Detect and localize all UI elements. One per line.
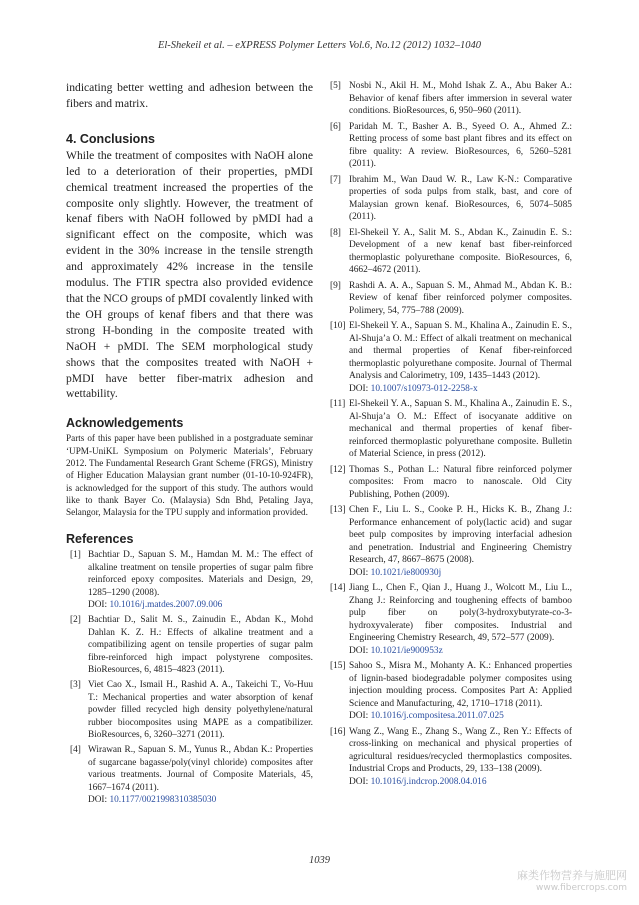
doi-link[interactable]: 10.1021/ie800930j <box>370 567 442 578</box>
acknowledgements-text: Parts of this paper have been published in a postgraduate seminar ‘UPM-UniKL Symposium on Polymeric Materials’, February 2012. The Fundamental Research Grant Scheme (FRGS), Ministry of Higher Education Malaysian grant number (01-10-10-924FR), is acknowledged for the support of this study. The authors would like to thank Bayer Co. (Malaysia) Sdn Bhd, Petaling Jaya, Selangor, Malaysia for the TPU supply and information provided. <box>66 433 313 518</box>
doi-label: DOI: <box>349 776 371 787</box>
reference-item <box>66 679 313 741</box>
reference-text: El-Shekeil Y. A., Sapuan S. M., Khalina A., Zainudin E. S., Al-Shuja’a O. M.: Effect of alkali treatment on mechanical and thermal properties of Kenaf fiber-reinforced thermoplastic polyurethane composite. Journal of Thermal Analysis and Calorimetry, 109, 1435–1443 (2012). <box>349 321 572 381</box>
doi-link[interactable]: 10.1016/j.matdes.2007.09.006 <box>109 600 223 611</box>
reference-text: Chen F., Liu L. S., Cooke P. H., Hicks K. B., Zhang J.: Performance enhancement of poly(lactic acid) and sugar beet pulp composites by improving interfacial adhesion and penetration. Industrial and Engineering Chemistry Research, 47, 8667–8675 (2008). <box>349 505 572 565</box>
reference-item <box>330 320 572 395</box>
page-number: 1039 <box>309 855 330 866</box>
reference-item <box>330 464 572 502</box>
doi-link[interactable]: 10.1016/j.indcrop.2008.04.016 <box>370 776 487 787</box>
doi-link[interactable]: 10.1021/ie900953z <box>370 645 443 656</box>
doi-label: DOI: <box>349 645 371 656</box>
reference-item <box>330 80 572 118</box>
reference-number: [9] <box>330 280 341 291</box>
reference-text: El-Shekeil Y. A., Sapuan S. M., Khalina A., Zainudin E. S., Al-Shuja’a O. M.: Effect of isocyanate additive on mechanical and thermal properties of kenaf fiber-reinforced thermoplastic polyurethane composite. Bulletin of Material Science, in press (2012). <box>349 399 572 459</box>
references-list-left <box>66 549 313 806</box>
reference-text: Nosbi N., Akil H. M., Mohd Ishak Z. A., Abu Baker A.: Behavior of kenaf fibers after immersion in several water conditions. BioResources, 6, 950–960 (2011). <box>349 81 572 116</box>
reference-number: [4] <box>70 745 81 756</box>
reference-item <box>330 504 572 579</box>
reference-text: El-Shekeil Y. A., Salit M. S., Abdan K., Zainudin E. S.: Development of a new kenaf bast fiber-reinforced thermoplastic polyurethane composite. BioResources, 6, 4662–4672 (2011). <box>349 227 572 275</box>
reference-item <box>330 280 572 318</box>
doi-label: DOI: <box>88 795 110 806</box>
reference-text: Bachtiar D., Sapuan S. M., Hamdan M. M.: The effect of alkaline treatment on tensile properties of sugar palm fibre reinforced epoxy composites. Materials and Design, 29, 1285–1290 (2008). <box>88 550 313 598</box>
reference-text: Thomas S., Pothan L.: Natural fibre reinforced polymer composites: From macro to nanoscale. Old City Publishing, Pothen (2009). <box>349 464 572 500</box>
reference-item <box>330 398 572 461</box>
reference-text: Bachtiar D., Salit M. S., Zainudin E., Abdan K., Mohd Dahlan K. Z. H.: Effects of alkaline treatment and a compatibilizing agent on tensile properties of sugar palm fibre-reinforced high impact polystyrene composites. BioResources, 6, 4815–4823 (2011). <box>88 615 313 676</box>
watermark-text: 麻类作物营养与施肥网 <box>517 869 627 882</box>
doi-link[interactable]: 10.1177/0021998310385030 <box>109 795 217 806</box>
reference-number: [7] <box>330 174 341 185</box>
reference-item <box>330 660 572 723</box>
watermark <box>517 869 627 895</box>
left-column <box>66 80 313 810</box>
references-heading: References <box>66 532 134 547</box>
reference-number: [10] <box>330 321 346 331</box>
running-head: El-Shekeil et al. – eXPRESS Polymer Letters Vol.6, No.12 (2012) 1032–1040 <box>157 40 482 51</box>
reference-text: Wang Z., Wang E., Zhang S., Wang Z., Ren Y.: Effects of cross-linking on mechanical and physical properties of agricultural residues/recycled thermoplastics composites. Industrial Crops and Products, 29, 133–138 (2009). <box>349 726 572 774</box>
reference-item <box>330 726 572 789</box>
reference-doi <box>88 599 313 611</box>
reference-item <box>66 549 313 611</box>
acknowledgements-heading: Acknowledgements <box>66 416 184 431</box>
reference-number: [11] <box>330 399 346 409</box>
reference-item <box>330 582 572 657</box>
reference-number: [8] <box>330 227 341 238</box>
reference-text: Sahoo S., Misra M., Mohanty A. K.: Enhanced properties of lignin-based biodegradable polymer composites using injection moulding process. Composites Part A: Applied Science and Manufacturing, 42, 1710–1718 (2011). <box>349 661 572 709</box>
doi-link[interactable]: 10.1016/j.compositesa.2011.07.025 <box>370 711 504 721</box>
reference-item <box>330 174 572 224</box>
reference-number: [16] <box>330 726 346 737</box>
reference-doi <box>349 776 572 789</box>
reference-text: Wirawan R., Sapuan S. M., Yunus R., Abdan K.: Properties of sugarcane bagasse/poly(vinyl chloride) composites after various treatments. Journal of Composite Materials, 45, 1667–1674 (2011). <box>88 745 313 793</box>
reference-text: Paridah M. T., Basher A. B., Syeed O. A., Ahmed Z.: Retting process of some bast plant fibres and its effect on fibre quality: A review. BioResources, 6, 5260–5281 (2011). <box>349 121 572 169</box>
reference-doi <box>88 794 313 806</box>
doi-label: DOI: <box>349 383 371 394</box>
reference-number: [14] <box>330 583 346 593</box>
reference-item <box>66 744 313 806</box>
reference-text: Rashdi A. A. A., Sapuan S. M., Ahmad M., Abdan K. B.: Review of kenaf fiber reinforced polymer composites. Polimery, 54, 775–788 (2009). <box>349 280 572 316</box>
reference-number: [6] <box>330 121 341 132</box>
reference-item <box>66 614 313 676</box>
references-list-right <box>330 80 572 788</box>
reference-number: [12] <box>330 464 346 475</box>
doi-label: DOI: <box>349 567 371 578</box>
conclusions-heading: 4. Conclusions <box>66 131 155 146</box>
reference-number: [2] <box>70 615 81 626</box>
reference-doi <box>349 645 572 658</box>
right-column <box>330 80 572 791</box>
reference-text: Viet Cao X., Ismail H., Rashid A. A., Takeichi T., Vo-Huu T.: Mechanical properties and water absorption of kenaf powder filled recycled high density polyethylene/natural rubber biocomposites using MAPE as a compatibilizer. BioResources, 6, 3260–3271 (2011). <box>88 680 313 741</box>
reference-item <box>330 227 572 277</box>
reference-number: [5] <box>330 81 341 91</box>
reference-item <box>330 121 572 171</box>
reference-number: [1] <box>70 550 81 561</box>
reference-number: [15] <box>330 661 346 671</box>
reference-number: [3] <box>70 680 81 691</box>
watermark-url: www.fibercrops.com <box>536 883 627 893</box>
reference-number: [13] <box>330 505 346 515</box>
reference-doi <box>349 567 572 580</box>
conclusions-text: While the treatment of composites with NaOH alone led to a deterioration of their properties, pMDI chemical treatment increased the properties of the composite only slightly. However, the treatment of kenaf fibers with NaOH followed by pMDI had a significant effect on the composite, which was evident in the 30% increase in the tensile strength and approximately 42% increase in the tensile modulus. The FTIR spectra also provided evidence that the NCO groups of pMDI covalently linked with the OH groups of kenaf fibers and that there was strong H-bonding in the composite treated with NaOH + pMDI. The SEM morphological study shows that the composites treated with NaOH + pMDI have better fiber-matrix adhesion and wettability. <box>66 148 313 401</box>
doi-link[interactable]: 10.1007/s10973-012-2258-x <box>370 383 478 394</box>
continuation-paragraph: indicating better wetting and adhesion between the fibers and matrix. <box>66 81 313 110</box>
reference-text: Ibrahim M., Wan Daud W. R., Law K-N.: Comparative properties of soda pulps from stalk, bast, and core of Malaysian grown kenaf. BioResources, 6, 5074–5085 (2011). <box>349 174 572 222</box>
doi-label: DOI: <box>88 600 110 611</box>
doi-label: DOI: <box>349 711 371 721</box>
reference-doi <box>349 383 572 396</box>
reference-doi <box>349 710 572 723</box>
reference-text: Jiang L., Chen F., Qian J., Huang J., Wolcott M., Liu L., Zhang J.: Reinforcing and toughening effects of bamboo pulp fiber on poly(3-hydroxybutyrate-co-3-hydroxyvalerate) fiber composites. Industrial and Engineering Chemistry Research, 49, 572–577 (2009). <box>349 583 572 643</box>
